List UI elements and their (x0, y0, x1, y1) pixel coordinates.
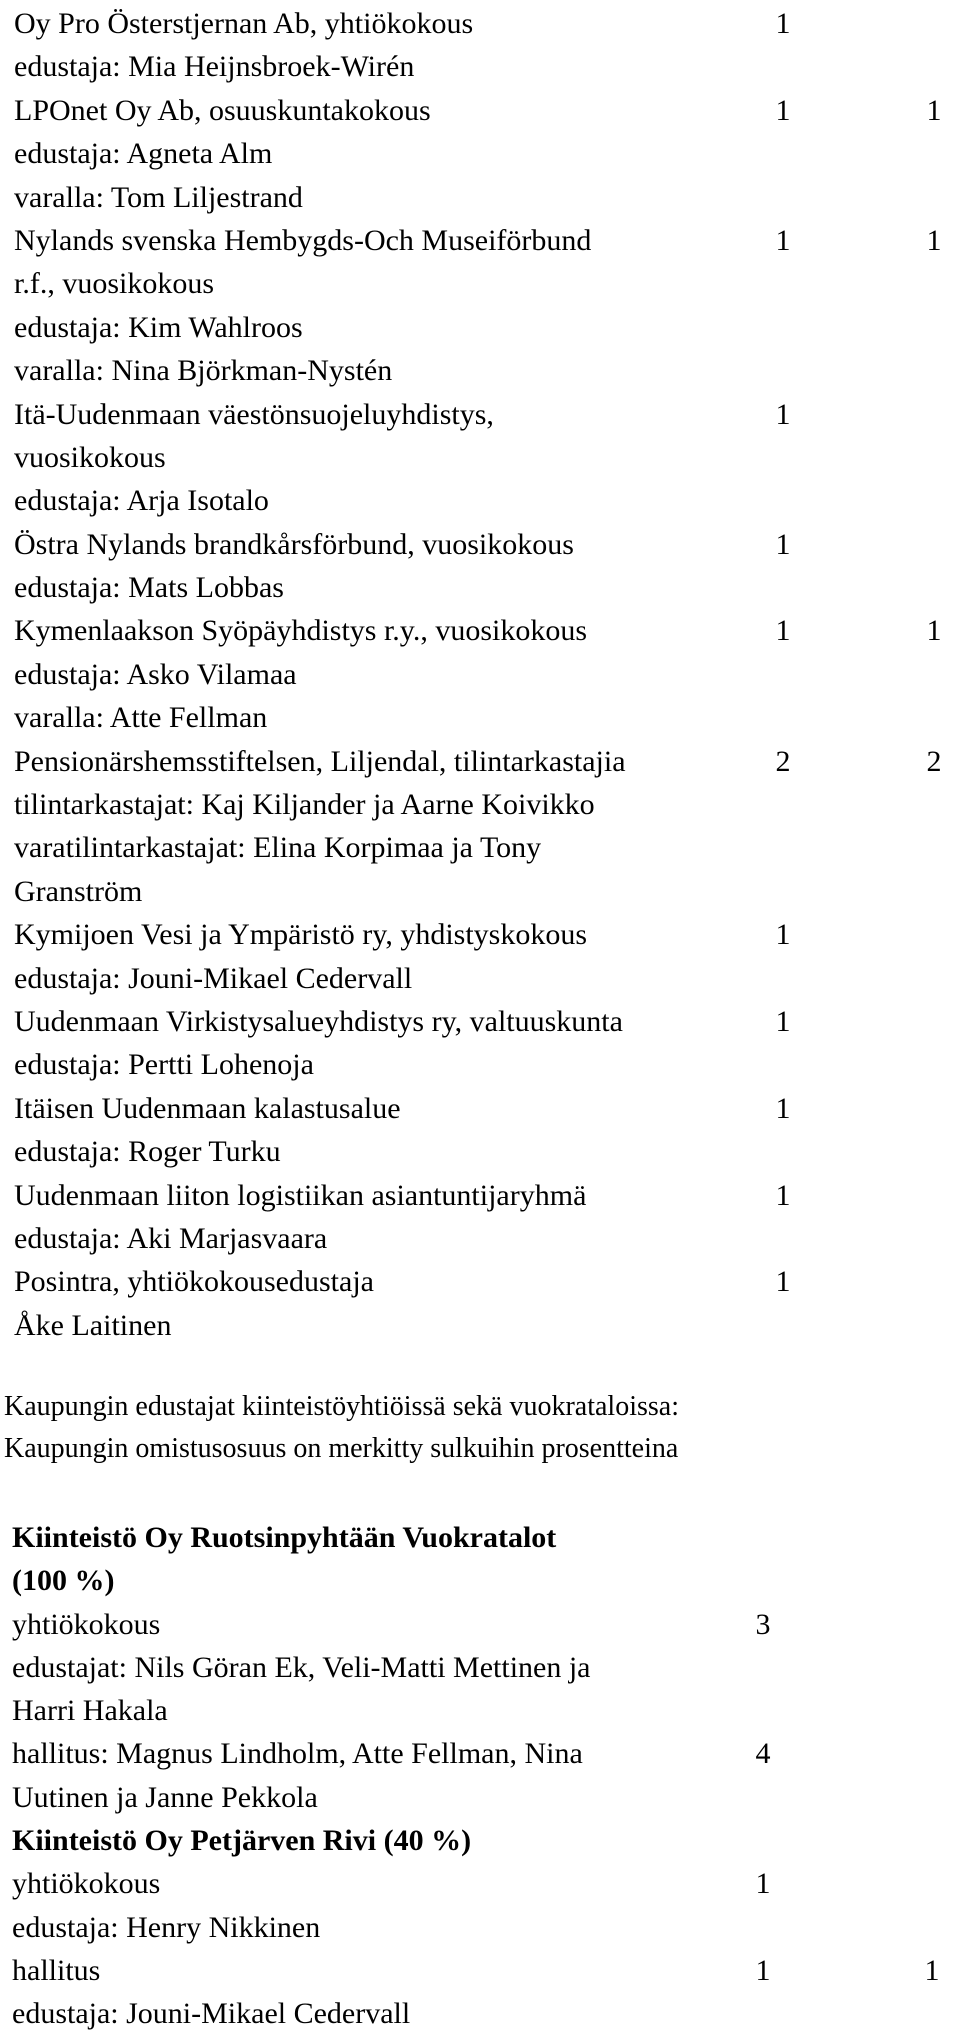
section-heading-row (12, 1819, 952, 1862)
entry-text: edustaja: Pertti Lohenoja (14, 1048, 314, 1082)
entry-text: Åke Laitinen (14, 1308, 172, 1342)
entry-text: Uudenmaan Virkistysalueyhdistys ry, valtuuskunta (14, 1004, 623, 1038)
entry-text: hallitus (12, 1953, 101, 1987)
count-column-1: 1 (775, 223, 791, 257)
entry-text: edustaja: Roger Turku (14, 1135, 281, 1169)
list-item (12, 1776, 952, 1819)
entry-text: varalla: Atte Fellman (14, 701, 268, 735)
count-column-1: 1 (775, 1091, 791, 1125)
list-item (14, 262, 954, 305)
list-item (14, 1304, 954, 1347)
count-column-1: 2 (775, 744, 791, 778)
list-item (14, 1000, 954, 1043)
entry-text: Harri Hakala (12, 1694, 168, 1728)
count-column-1: 1 (775, 918, 791, 952)
entry-text: edustaja: Jouni-Mikael Cedervall (14, 961, 413, 995)
entry-text: r.f., vuosikokous (14, 267, 215, 301)
list-item (14, 176, 954, 219)
entry-text: yhtiökokous (12, 1607, 161, 1641)
list-item (14, 89, 954, 132)
list-item (14, 1087, 954, 1130)
list-item (14, 436, 954, 479)
list-item (14, 870, 954, 913)
entry-text: LPOnet Oy Ab, osuuskuntakokous (14, 93, 431, 127)
list-item (14, 826, 954, 869)
entry-text: Posintra, yhtiökokousedustaja (14, 1265, 374, 1299)
entry-text: Uudenmaan liiton logistiikan asiantuntijaryhmä (14, 1178, 587, 1212)
count-column-1: 1 (775, 397, 791, 431)
list-item (14, 740, 954, 783)
entry-text: Östra Nylands brandkårsförbund, vuosikokous (14, 527, 574, 561)
entry-text: Oy Pro Österstjernan Ab, yhtiökokous (14, 7, 474, 40)
entry-text: Kiinteistö Oy Ruotsinpyhtään Vuokratalot (12, 1521, 557, 1554)
intro-line: Kaupungin omistusosuus on merkitty sulkuihin prosentteina (4, 1433, 679, 1464)
count-column-2: 1 (926, 614, 942, 648)
list-item (12, 1689, 952, 1732)
entry-text: varatilintarkastajat: Elina Korpimaa ja Tony (14, 831, 542, 865)
list-item (14, 1217, 954, 1260)
entry-text: Granström (14, 874, 143, 908)
list-item (14, 306, 954, 349)
list-item (14, 523, 954, 566)
entry-text: Kiinteistö Oy Petjärven Rivi (40 %) (12, 1824, 472, 1858)
entry-text: varalla: Nina Björkman-Nystén (14, 354, 393, 388)
list-item (14, 132, 954, 175)
entry-text: yhtiökokous (12, 1867, 161, 1901)
section-heading-row (12, 1516, 952, 1559)
list-item (12, 1603, 952, 1646)
count-column-1: 1 (755, 1867, 771, 1901)
entry-text: Pensionärshemsstiftelsen, Liljendal, tilintarkastajia (14, 744, 626, 778)
entry-text: vuosikokous (14, 440, 166, 474)
list-item (14, 1260, 954, 1303)
count-column-2: 2 (926, 744, 942, 778)
list-item (12, 1906, 952, 1949)
list-item (14, 696, 954, 739)
intro-line: Kaupungin edustajat kiinteistöyhtiöissä sekä vuokrataloissa: (4, 1391, 679, 1422)
entry-text: edustaja: Mats Lobbas (14, 571, 284, 605)
entry-text: Itäisen Uudenmaan kalastusalue (14, 1091, 401, 1125)
entry-text: Itä-Uudenmaan väestönsuojeluyhdistys, (14, 397, 494, 431)
list-item (14, 653, 954, 696)
count-column-1: 1 (775, 614, 791, 648)
entry-text: Kymijoen Vesi ja Ympäristö ry, yhdistyskokous (14, 918, 588, 952)
count-column-1: 1 (775, 1178, 791, 1212)
section-heading-row (12, 1559, 952, 1602)
list-item (14, 45, 954, 88)
representatives-list (14, 2, 954, 1347)
list-item (14, 566, 954, 609)
entry-text: edustaja: Henry Nikkinen (12, 1910, 321, 1944)
entry-text: edustaja: Mia Heijnsbroek-Wirén (14, 50, 415, 84)
count-column-1: 1 (775, 1004, 791, 1038)
count-column-1: 4 (755, 1737, 771, 1771)
entry-text: edustaja: Aki Marjasvaara (14, 1221, 328, 1255)
entry-text: edustaja: Asko Vilamaa (14, 657, 297, 691)
entry-text: Nylands svenska Hembygds-Och Museiförbund (14, 223, 592, 257)
list-item (14, 1130, 954, 1173)
entry-text: Kymenlaakson Syöpäyhdistys r.y., vuosikokous (14, 614, 588, 648)
list-item (14, 349, 954, 392)
list-item (14, 609, 954, 652)
count-column-1: 1 (775, 527, 791, 561)
list-item (12, 1646, 952, 1689)
list-item (14, 2, 954, 45)
list-item (14, 783, 954, 826)
list-item (12, 1862, 952, 1905)
list-item (14, 393, 954, 436)
list-item (14, 219, 954, 262)
entry-text: Uutinen ja Janne Pekkola (12, 1780, 318, 1814)
count-column-1: 1 (775, 7, 791, 40)
entry-text: hallitus: Magnus Lindholm, Atte Fellman, Nina (12, 1737, 583, 1771)
list-item (12, 1949, 952, 1992)
count-column-2: 1 (924, 1953, 940, 1987)
count-column-2: 1 (926, 223, 942, 257)
entry-text: edustaja: Jouni-Mikael Cedervall (12, 1997, 411, 2031)
entry-text: edustaja: Kim Wahlroos (14, 310, 303, 344)
count-column-1: 1 (755, 1953, 771, 1987)
entry-text: tilintarkastajat: Kaj Kiljander ja Aarne Koivikko (14, 788, 595, 822)
entry-text: varalla: Tom Liljestrand (14, 180, 303, 214)
entry-text: (100 %) (12, 1564, 115, 1598)
list-item (12, 1992, 952, 2035)
list-item (14, 479, 954, 522)
entry-text: edustaja: Arja Isotalo (14, 484, 269, 518)
count-column-1: 1 (775, 1265, 791, 1299)
property-companies-list (12, 1516, 952, 2036)
list-item (14, 913, 954, 956)
list-item (14, 1043, 954, 1086)
property-companies-intro (4, 1386, 954, 1470)
count-column-2: 1 (926, 93, 942, 127)
list-item (14, 1174, 954, 1217)
count-column-1: 1 (775, 93, 791, 127)
list-item (12, 1732, 952, 1775)
entry-text: edustaja: Agneta Alm (14, 137, 273, 171)
entry-text: edustajat: Nils Göran Ek, Veli-Matti Mettinen ja (12, 1650, 591, 1684)
list-item (14, 957, 954, 1000)
count-column-1: 3 (755, 1607, 771, 1641)
